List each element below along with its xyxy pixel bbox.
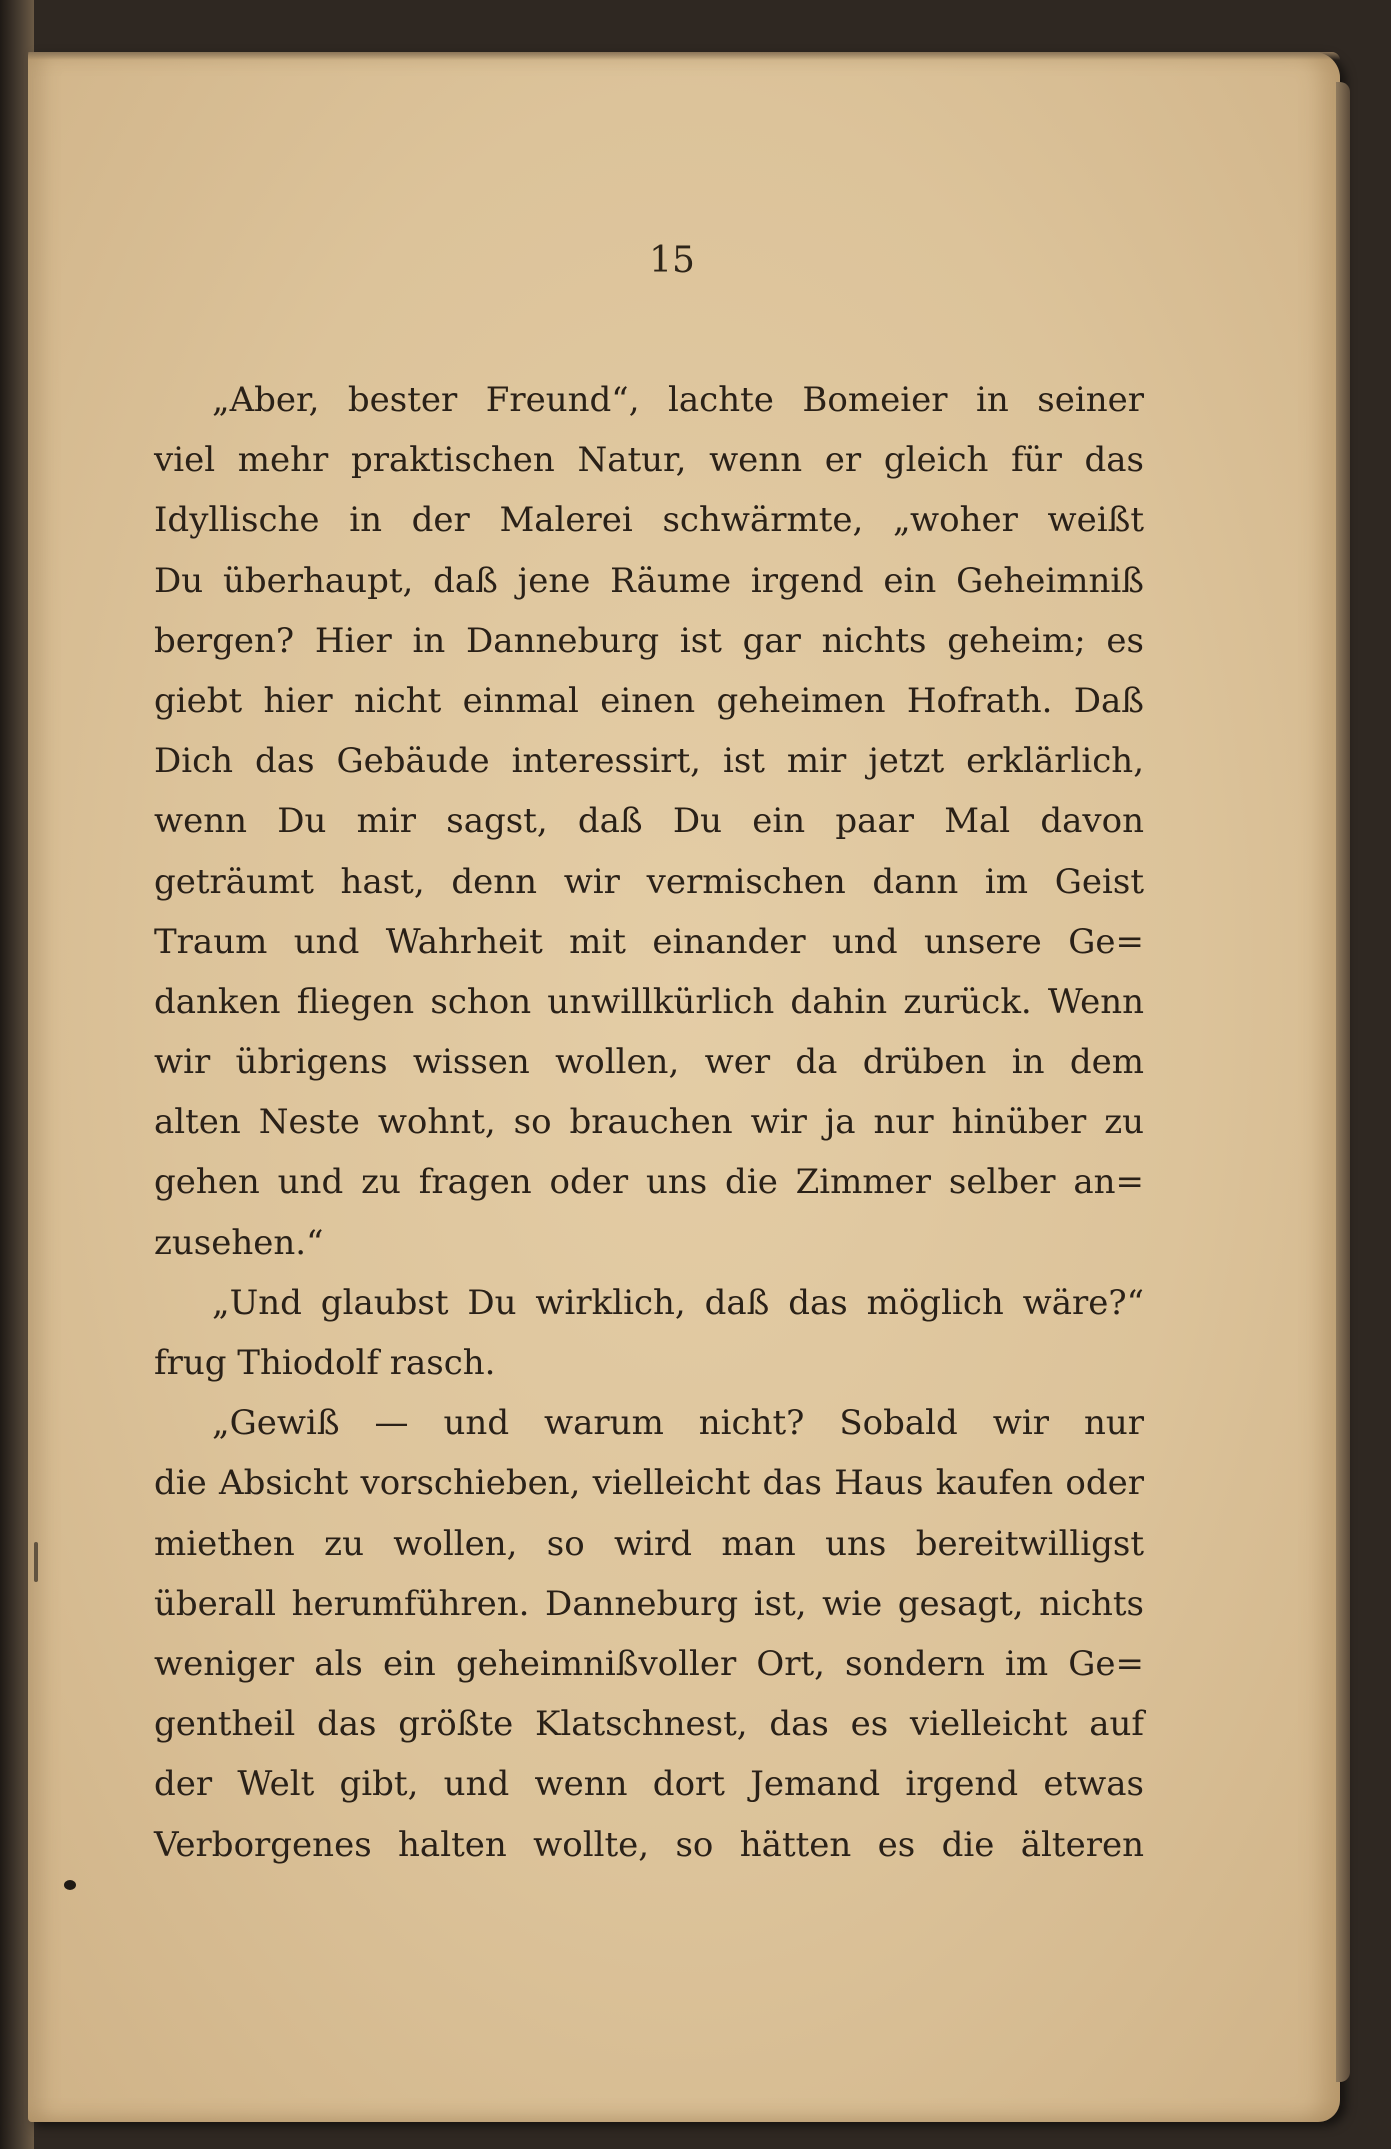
text-line: weniger als ein geheimnißvoller Ort, sondern im Ge= <box>154 1643 1144 1684</box>
text-line: Verborgenes halten wollte, so hätten es die älteren <box>154 1824 1144 1865</box>
ink-spot <box>34 1542 38 1582</box>
text-line: zusehen.“ <box>154 1222 324 1263</box>
text-line: „Und glaubst Du wirklich, daß das möglich wäre?“ <box>212 1282 1144 1323</box>
text-line: Traum und Wahrheit mit einander und unsere Ge= <box>154 921 1144 962</box>
text-line: Du überhaupt, daß jene Räume irgend ein Geheimniß <box>154 560 1144 601</box>
text-line: „Gewiß — und warum nicht? Sobald wir nur <box>212 1403 1144 1444</box>
text-line: miethen zu wollen, so wird man uns bereitwilligst <box>154 1523 1144 1564</box>
text-line: wir übrigens wissen wollen, wer da drüben in dem <box>154 1042 1144 1083</box>
text-line: gehen und zu fragen oder uns die Zimmer selber an= <box>154 1162 1144 1203</box>
page-number: 15 <box>649 240 695 281</box>
text-line: frug Thiodolf rasch. <box>154 1343 496 1383</box>
text-line: danken fliegen schon unwillkürlich dahin zurück. Wenn <box>154 981 1144 1022</box>
text-line: der Welt gibt, und wenn dort Jemand irgend etwas <box>154 1764 1144 1805</box>
text-line: viel mehr praktischen Natur, wenn er gleich für das <box>154 440 1144 481</box>
text-line: überall herumführen. Danneburg ist, wie gesagt, nichts <box>154 1583 1144 1624</box>
page-top-edge <box>28 52 1340 60</box>
text-line: alten Neste wohnt, so brauchen wir ja nur hinüber zu <box>154 1102 1144 1143</box>
text-line: wenn Du mir sagst, daß Du ein paar Mal davon <box>154 801 1144 842</box>
text-line: „Aber, bester Freund“, lachte Bomeier in seiner <box>212 380 1144 420</box>
book-page <box>28 52 1340 2122</box>
text-line: geträumt hast, denn wir vermischen dann im Geist <box>154 861 1144 902</box>
text-line: Idyllische in der Malerei schwärmte, „woher weißt <box>154 500 1144 541</box>
page-right-edge <box>1336 82 1350 2082</box>
text-line: giebt hier nicht einmal einen geheimen Hofrath. Daß <box>154 680 1144 721</box>
ink-spot <box>64 1880 76 1890</box>
text-line: bergen? Hier in Danneburg ist gar nichts geheim; es <box>154 620 1144 661</box>
text-line: die Absicht vorschieben, vielleicht das Haus kaufen oder <box>154 1463 1144 1504</box>
text-line: Dich das Gebäude interessirt, ist mir jetzt erklärlich, <box>154 741 1144 782</box>
body-text <box>154 370 1144 1875</box>
text-line: gentheil das größte Klatschnest, das es vielleicht auf <box>154 1704 1144 1745</box>
